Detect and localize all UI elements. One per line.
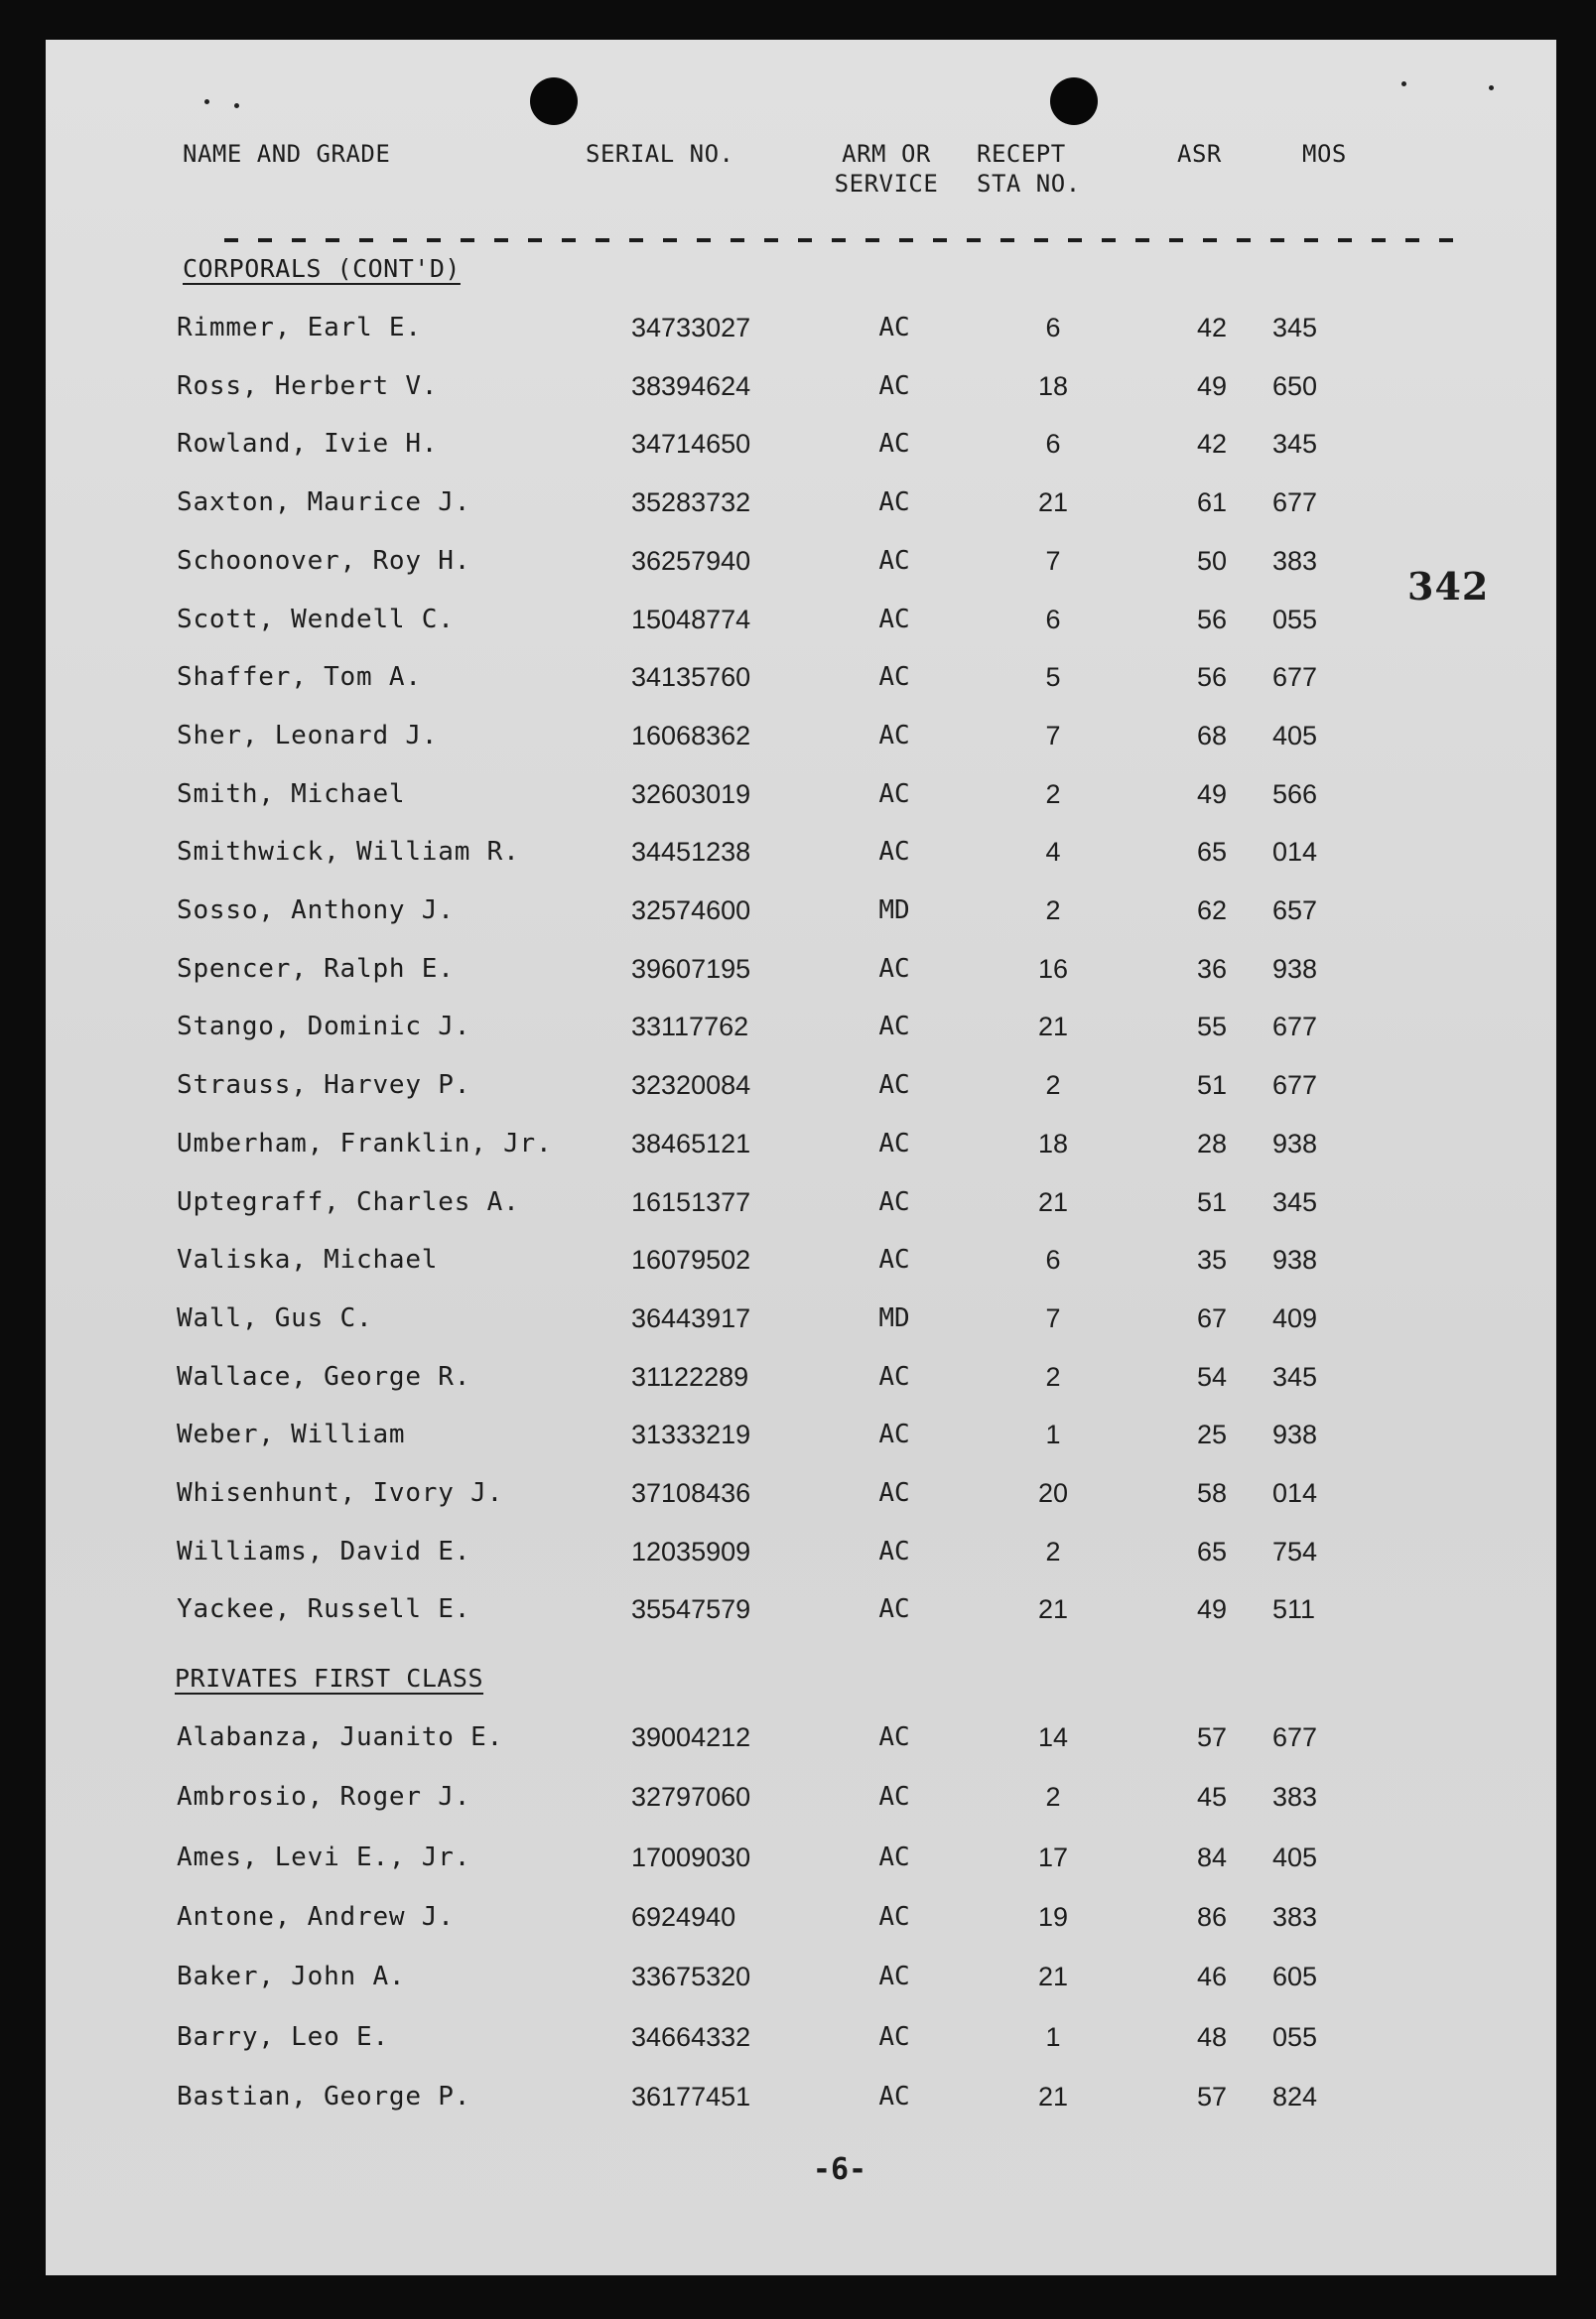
entry-mos: 657 [1272,895,1318,925]
entry-recept-sta-no: 2 [1045,1536,1061,1567]
entry-mos: 938 [1272,953,1318,984]
entry-name: Schoonover, Roy H. [177,545,471,576]
entry-mos: 055 [1272,604,1318,634]
entry-serial: 16068362 [631,720,751,750]
table-row [46,366,1556,406]
ink-speck [234,103,239,108]
entry-asr: 46 [1196,1962,1228,1992]
entry-name: Barry, Leo E. [177,2021,389,2052]
entry-asr: 68 [1196,720,1228,750]
entry-asr: 55 [1196,1012,1228,1042]
entry-asr: 65 [1196,1536,1228,1567]
entry-mos: 014 [1272,1478,1318,1508]
entry-asr: 45 [1196,1782,1228,1813]
entry-name: Scott, Wendell C. [177,604,455,634]
entry-name: Weber, William [177,1420,406,1450]
column-header-arm-line2: SERVICE [834,170,939,198]
entry-recept-sta-no: 21 [1037,487,1069,518]
column-header-name: NAME AND GRADE [183,140,391,168]
entry-serial: 34714650 [631,429,751,460]
entry-asr: 84 [1196,1842,1228,1872]
entry-serial: 35547579 [631,1594,751,1625]
table-row [46,890,1556,930]
entry-serial: 34135760 [631,662,751,693]
entry-arm-or-service: AC [878,778,910,809]
entry-recept-sta-no: 16 [1037,953,1069,984]
entry-recept-sta-no: 2 [1045,1782,1061,1813]
entry-arm-or-service: AC [878,1245,910,1276]
entry-serial: 32797060 [631,1782,751,1813]
entry-asr: 57 [1196,1722,1228,1752]
entry-mos: 405 [1272,1842,1318,1872]
entry-recept-sta-no: 2 [1045,1361,1061,1392]
entry-mos: 014 [1272,837,1318,868]
entry-name: Ross, Herbert V. [177,370,439,401]
entry-recept-sta-no: 14 [1037,1722,1069,1752]
entry-arm-or-service: AC [878,429,910,460]
column-header-mos: MOS [1302,140,1347,168]
entry-recept-sta-no: 2 [1045,895,1061,925]
entry-name: Sher, Leonard J. [177,720,439,750]
entry-name: Alabanza, Juanito E. [177,1722,504,1752]
column-header-recept [977,139,1081,199]
table-row [46,600,1556,639]
entry-arm-or-service: AC [878,1128,910,1159]
entry-mos: 754 [1272,1536,1318,1567]
column-header-recept-line1: RECEPT [977,140,1066,168]
entry-mos: 345 [1272,1361,1318,1392]
entry-arm-or-service: AC [878,2081,910,2112]
entry-serial: 38465121 [631,1128,751,1159]
entry-asr: 61 [1196,487,1228,518]
entry-mos: 938 [1272,1420,1318,1450]
table-row [46,482,1556,522]
entry-recept-sta-no: 7 [1045,720,1061,750]
table-row [46,1415,1556,1454]
entry-mos: 383 [1272,545,1318,576]
entry-serial: 38394624 [631,370,751,401]
entry-serial: 36177451 [631,2081,751,2112]
entry-serial: 16079502 [631,1245,751,1276]
entry-mos: 055 [1272,2021,1318,2052]
entry-name: Sosso, Anthony J. [177,895,455,925]
entry-asr: 51 [1196,1070,1228,1101]
table-row [46,1182,1556,1222]
entry-recept-sta-no: 18 [1037,370,1069,401]
entry-asr: 42 [1196,429,1228,460]
entry-recept-sta-no: 7 [1045,1302,1061,1333]
entry-asr: 36 [1196,953,1228,984]
entry-arm-or-service: MD [878,895,910,925]
entry-recept-sta-no: 2 [1045,778,1061,809]
column-header-asr: ASR [1177,140,1222,168]
entry-name: Umberham, Franklin, Jr. [177,1128,553,1159]
entry-arm-or-service: AC [878,1842,910,1872]
entry-name: Smith, Michael [177,778,406,809]
entry-asr: 65 [1196,837,1228,868]
entry-recept-sta-no: 6 [1045,429,1061,460]
header-divider [224,238,1465,242]
table-row [46,308,1556,347]
entry-name: Antone, Andrew J. [177,1901,455,1932]
entry-arm-or-service: AC [878,2021,910,2052]
punch-hole-right [1050,77,1098,125]
column-header-arm-line1: ARM OR [842,140,931,168]
entry-recept-sta-no: 21 [1037,1962,1069,1992]
table-row [46,716,1556,755]
entry-asr: 35 [1196,1245,1228,1276]
entry-asr: 28 [1196,1128,1228,1159]
entry-arm-or-service: AC [878,953,910,984]
entry-name: Bastian, George P. [177,2081,471,2112]
table-row [46,541,1556,581]
entry-serial: 34664332 [631,2021,751,2052]
table-row [46,1532,1556,1571]
entry-name: Spencer, Ralph E. [177,953,455,984]
entry-asr: 49 [1196,1594,1228,1625]
entry-arm-or-service: AC [878,720,910,750]
entry-mos: 409 [1272,1302,1318,1333]
entry-name: Ambrosio, Roger J. [177,1782,471,1813]
table-row [46,1007,1556,1046]
entry-name: Yackee, Russell E. [177,1594,471,1625]
entry-recept-sta-no: 21 [1037,1186,1069,1217]
table-row [46,1717,1556,1757]
entry-arm-or-service: AC [878,1186,910,1217]
column-header-recept-line2: STA NO. [977,170,1081,198]
entry-asr: 58 [1196,1478,1228,1508]
entry-mos: 650 [1272,370,1318,401]
entry-mos: 677 [1272,662,1318,693]
entry-serial: 17009030 [631,1842,751,1872]
entry-arm-or-service: AC [878,1901,910,1932]
entry-asr: 62 [1196,895,1228,925]
entry-recept-sta-no: 7 [1045,545,1061,576]
entry-recept-sta-no: 19 [1037,1901,1069,1932]
entry-recept-sta-no: 21 [1037,2081,1069,2112]
table-row [46,2077,1556,2116]
entry-recept-sta-no: 17 [1037,1842,1069,1872]
entry-mos: 345 [1272,313,1318,342]
entry-name: Strauss, Harvey P. [177,1070,471,1101]
table-row [46,1240,1556,1280]
entry-serial: 37108436 [631,1478,751,1508]
entry-name: Smithwick, William R. [177,837,520,868]
entry-mos: 566 [1272,778,1318,809]
entry-serial: 39004212 [631,1722,751,1752]
entry-name: Valiska, Michael [177,1245,439,1276]
entry-recept-sta-no: 18 [1037,1128,1069,1159]
ink-speck [1401,81,1406,86]
page-number: -6- [812,2152,867,2187]
entry-serial: 12035909 [631,1536,751,1567]
entry-asr: 67 [1196,1302,1228,1333]
entry-arm-or-service: AC [878,1782,910,1813]
punch-hole-left [530,77,578,125]
entry-name: Rowland, Ivie H. [177,429,439,460]
entry-mos: 383 [1272,1901,1318,1932]
entry-arm-or-service: AC [878,545,910,576]
entry-name: Whisenhunt, Ivory J. [177,1478,504,1508]
entry-recept-sta-no: 21 [1037,1594,1069,1625]
entry-name: Baker, John A. [177,1962,406,1992]
entry-asr: 56 [1196,604,1228,634]
table-row [46,1897,1556,1937]
entry-mos: 677 [1272,1012,1318,1042]
entry-arm-or-service: MD [878,1302,910,1333]
entry-mos: 677 [1272,1722,1318,1752]
entry-mos: 938 [1272,1245,1318,1276]
entry-asr: 86 [1196,1901,1228,1932]
entry-asr: 49 [1196,370,1228,401]
page-stamp: 342 [1407,564,1490,609]
entry-name: Wallace, George R. [177,1361,471,1392]
entry-serial: 36443917 [631,1302,751,1333]
entry-mos: 405 [1272,720,1318,750]
table-row [46,1473,1556,1513]
section-title-corporals: CORPORALS (CONT'D) [183,254,461,283]
entry-arm-or-service: AC [878,1420,910,1450]
entry-arm-or-service: AC [878,1536,910,1567]
entry-recept-sta-no: 6 [1045,604,1061,634]
entry-serial: 32320084 [631,1070,751,1101]
entry-serial: 34733027 [631,313,751,342]
table-row [46,1357,1556,1397]
table-row [46,1777,1556,1817]
entry-recept-sta-no: 5 [1045,662,1061,693]
entry-recept-sta-no: 21 [1037,1012,1069,1042]
entry-recept-sta-no: 1 [1045,1420,1061,1450]
entry-serial: 33675320 [631,1962,751,1992]
entry-serial: 31122289 [631,1361,749,1392]
entry-recept-sta-no: 4 [1045,837,1061,868]
entry-asr: 25 [1196,1420,1228,1450]
entry-serial: 35283732 [631,487,751,518]
entry-mos: 938 [1272,1128,1318,1159]
table-row [46,657,1556,697]
entry-name: Uptegraff, Charles A. [177,1186,520,1217]
table-row [46,1298,1556,1338]
section-title-privates-first-class: PRIVATES FIRST CLASS [175,1664,484,1693]
entry-asr: 48 [1196,2021,1228,2052]
entry-serial: 16151377 [631,1186,751,1217]
entry-arm-or-service: AC [878,313,910,342]
entry-arm-or-service: AC [878,487,910,518]
entry-arm-or-service: AC [878,604,910,634]
table-row [46,774,1556,814]
entry-name: Saxton, Maurice J. [177,487,471,518]
entry-asr: 49 [1196,778,1228,809]
entry-arm-or-service: AC [878,1478,910,1508]
ink-speck [204,99,209,104]
entry-mos: 824 [1272,2081,1318,2112]
entry-recept-sta-no: 2 [1045,1070,1061,1101]
document-page [46,40,1556,2275]
entry-arm-or-service: AC [878,1361,910,1392]
entry-serial: 36257940 [631,545,751,576]
entry-mos: 383 [1272,1782,1318,1813]
entry-recept-sta-no: 1 [1045,2021,1061,2052]
entry-asr: 56 [1196,662,1228,693]
table-row [46,1124,1556,1163]
entry-asr: 50 [1196,545,1228,576]
entry-serial: 15048774 [631,604,751,634]
entry-recept-sta-no: 20 [1037,1478,1069,1508]
entry-arm-or-service: AC [878,370,910,401]
entry-arm-or-service: AC [878,662,910,693]
entry-mos: 345 [1272,1186,1318,1217]
entry-name: Williams, David E. [177,1536,471,1567]
entry-mos: 677 [1272,1070,1318,1101]
table-row [46,1838,1556,1877]
entry-name: Wall, Gus C. [177,1302,373,1333]
entry-serial: 32574600 [631,895,751,925]
table-row [46,949,1556,989]
entry-arm-or-service: AC [878,1722,910,1752]
entry-asr: 42 [1196,313,1228,342]
entry-arm-or-service: AC [878,837,910,868]
entry-asr: 57 [1196,2081,1228,2112]
entry-arm-or-service: AC [878,1012,910,1042]
entry-recept-sta-no: 6 [1045,313,1061,342]
entry-serial: 31333219 [631,1420,751,1450]
entry-mos: 345 [1272,429,1318,460]
entry-mos: 677 [1272,487,1318,518]
entry-recept-sta-no: 6 [1045,1245,1061,1276]
entry-serial: 39607195 [631,953,751,984]
table-row [46,1065,1556,1105]
entry-asr: 54 [1196,1361,1228,1392]
table-row [46,424,1556,464]
entry-name: Stango, Dominic J. [177,1012,471,1042]
table-row [46,832,1556,872]
entry-name: Rimmer, Earl E. [177,313,422,342]
table-row [46,1957,1556,1996]
table-row [46,2017,1556,2057]
entry-mos: 605 [1272,1962,1318,1992]
entry-serial: 33117762 [631,1012,749,1042]
entry-serial: 34451238 [631,837,751,868]
entry-name: Ames, Levi E., Jr. [177,1842,471,1872]
ink-speck [1489,85,1494,90]
entry-mos: 511 [1272,1594,1316,1625]
entry-serial: 32603019 [631,778,751,809]
table-row [46,1589,1556,1629]
entry-arm-or-service: AC [878,1070,910,1101]
column-header-serial: SERIAL NO. [586,140,734,168]
entry-arm-or-service: AC [878,1594,910,1625]
entry-serial: 6924940 [631,1901,736,1932]
column-header-arm [822,139,951,199]
entry-asr: 51 [1196,1186,1228,1217]
entry-arm-or-service: AC [878,1962,910,1992]
entry-name: Shaffer, Tom A. [177,662,422,693]
